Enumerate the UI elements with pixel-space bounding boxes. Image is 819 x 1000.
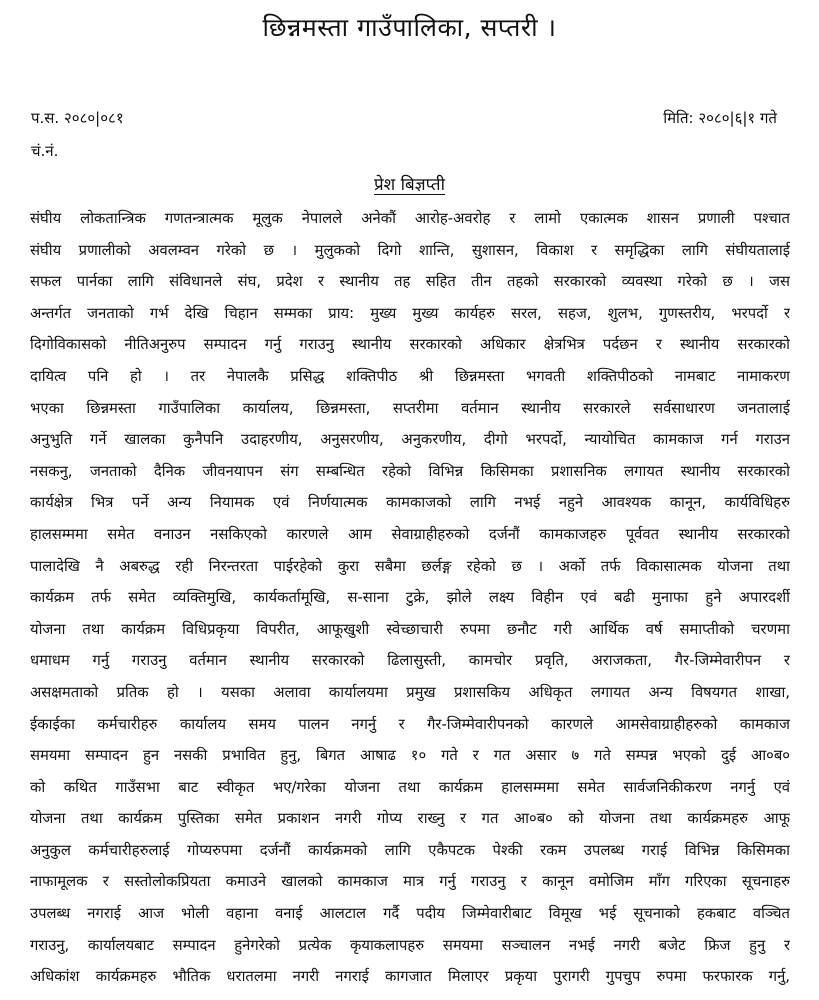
body-line: अधिकांश कार्यक्रमहरु भौतिक धरातलमा नगरी नगराई कागजात मिलाएर प्रकृया पुरागरी गुपचुप रुपमा फरफारक गर्नु, bbox=[30, 968, 790, 986]
body-line: योजना तथा कार्यक्रम विधिप्रकृया विपरीत, आफूखुशी स्वेच्छाचारी रुपमा छनौट गरी आर्थिक वर्ष समाप्तीको चरणमा bbox=[30, 620, 790, 638]
body-line: दिगोविकासको नीतिअनुरुप सम्पादन गर्नु गराउनु स्थानीय सरकारको अधिकार क्षेत्रभित्र पर्दछन र स्थानीय सरकारको bbox=[30, 336, 790, 354]
issue-date: मिति: २०८०|६|१ गते bbox=[663, 109, 777, 127]
office-title: छिन्नमस्ता गाउँपालिका, सप्तरी । bbox=[262, 13, 557, 42]
body-line: संघीय लोकतान्त्रिक गणतन्त्रात्मक मूलुक नेपालले अनेकौं आरोह-अवरोह र लामो एकात्मक शासन प्रणाली पश्चात bbox=[30, 210, 790, 227]
body-line: अनुभुति गर्ने खालका कुनैपनि उदाहरणीय, अनुसरणीय, अनुकरणीय, दीगो भरपर्दो, न्यायोचित कामकाज गर्न गराउन bbox=[30, 431, 790, 449]
body-line: पालादेखि नै अबरुद्ध रही निरन्तरता पाईरहेको कुरा सबैमा छर्लङ्ग रहेको छ । अर्को तर्फ विकासात्मक योजना तथा bbox=[30, 557, 790, 575]
body-text bbox=[30, 203, 790, 993]
body-line: उपलब्ध नगराई आज भोली वहाना वनाई आलटाल गर्दै पदीय जिम्मेवारीबाट विमूख भई सूचनाको हकबाट वञ्चित bbox=[30, 905, 790, 923]
body-line: भएका छिन्नमस्ता गाउँपालिका कार्यालय, छिन्नमस्ता, सप्तरीमा वर्तमान स्थानीय सरकारले सर्वसाधारण जनतालाई bbox=[30, 399, 790, 417]
body-line: हालसम्ममा समेत वनाउन नसकिएको कारणले आम सेवाग्राहीहरुको दर्जनौं कामकाजहरु पूर्ववत स्थानीय सरकारको bbox=[30, 525, 790, 543]
body-line: नाफामूलक र सस्तोलोकप्रियता कमाउने खालको कामकाज मात्र गर्नु गराउनु र कानून वमोजिम माँग गरिएका सूचनाहरु bbox=[30, 873, 790, 891]
body-line: संघीय प्रणालीको अवलम्वन गरेको छ । मुलुकको दिगो शान्ति, सुशासन, विकाश र समृद्धिका लागि संघीयतालाई bbox=[30, 241, 790, 259]
reference-number: प.स. २०८०|०८१ bbox=[31, 109, 124, 127]
body-line: कार्यक्षेत्र भित्र पर्ने अन्य नियामक एवं निर्णयात्मक कामकाजको लागि नभई नहुने आवश्यक कानून, कार्यविधिहरु bbox=[30, 494, 790, 512]
body-line: सफल पार्नका लागि संविधानले संघ, प्रदेश र स्थानीय तह सहित तीन तहको सरकारको व्यवस्था गरेको छ । जस bbox=[30, 273, 790, 291]
body-line: को कथित गाउँसभा बाट स्वीकृत भए/गरेका योजना तथा कार्यक्रम हालसम्ममा समेत सार्वजनिकीकरण नगर्नु एवं bbox=[30, 778, 790, 796]
body-line: समयमा सम्पादन हुन नसकी प्रभावित हुनु, बिगत आषाढ १० गते र गत असार ७ गते सम्पन्न भएको दुई आ०ब० bbox=[30, 747, 790, 765]
body-line: नसकनु, जनताको दैनिक जीवनयापन संग सम्बन्धित रहेको विभिन्न किसिमका प्रशासनिक लगायत स्थानीय सरकारको bbox=[30, 462, 790, 480]
notice-heading bbox=[0, 172, 819, 198]
body-line: धमाधम गर्नु गराउनु वर्तमान स्थानीय सरकारको ढिलासुस्ती, कामचोर प्रवृति, अराजकता, गैर-जिम्मेवारीपन र bbox=[30, 652, 790, 670]
dispatch-number: चं.नं. bbox=[31, 142, 59, 160]
body-line: अनुकुल कर्मचारीहरुलाई गोप्यरुपमा दर्जनौं कार्यक्रमको लागि एकैपटक पेश्की रकम उपलब्ध गराई विभिन्न किसिमका bbox=[30, 841, 790, 859]
body-line: ईकाईका कर्मचारीहरु कार्यालय समय पालन नगर्नु र गैर-जिम्मेवारीपनको कारणले आमसेवाग्राहीहरुको कामकाज bbox=[30, 715, 790, 733]
body-line: अन्तर्गत जनताको गर्भ देखि चिहान सम्मका प्राय: मुख्य मुख्य कार्यहरु सरल, सहज, शुलभ, गुणस्तरीय, भरपर्दो र bbox=[30, 304, 790, 322]
notice-heading-text: प्रेश बिज्ञप्ती bbox=[374, 175, 445, 195]
body-line: दायित्व पनि हो । तर नेपालकै प्रसिद्ध शक्तिपीठ श्री छिन्नमस्ता भगवती शक्तिपीठको नामबाट नामाकरण bbox=[30, 367, 790, 385]
body-line: गराउनु, कार्यालयबाट सम्पादन हुनेगरेको प्रत्येक कृयाकलापहरु समयमा सञ्चालन नभई नगरी बजेट फ्रिज हुनु र bbox=[30, 936, 790, 954]
body-line: कार्यक्रम तर्फ समेत व्यक्तिमुखि, कार्यकर्तामूखि, स-साना टुक्रे, झोले लक्ष्य विहीन एवं बढी मुनाफा हुने अपारदर्शी bbox=[30, 589, 790, 607]
body-line: योजना तथा कार्यक्रम पुस्तिका समेत प्रकाशन नगरी गोप्य राख्नु र गत आ०ब० को योजना तथा कार्यक्रमहरु आफू bbox=[30, 810, 790, 828]
body-line: असक्षमताको प्रतिक हो । यसका अलावा कार्यालयमा प्रमुख प्रशासकिय अधिकृत लगायत अन्य विषयगत शाखा, bbox=[30, 683, 790, 701]
